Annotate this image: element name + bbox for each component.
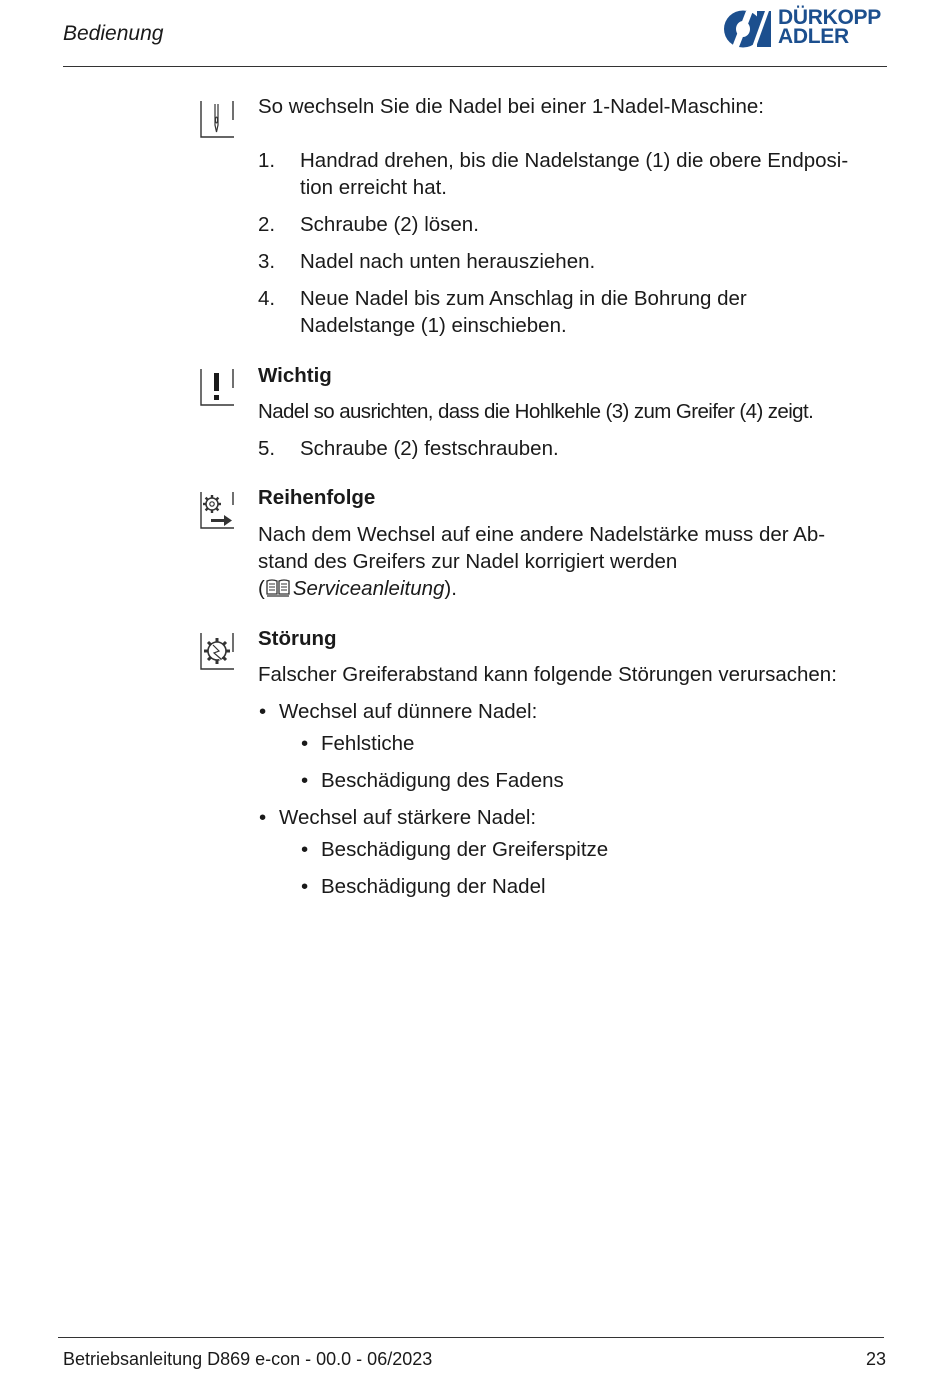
sub-bullet: • [301,769,309,792]
header-rule [63,66,887,67]
step-number: 1. [258,149,276,172]
needle-instruction-icon [199,100,235,136]
page-number: 23 [865,1349,886,1369]
footer-rule [58,1337,884,1338]
step-text: Handrad drehen, bis die Nadelstange (1) die obere Endposi- [300,149,849,172]
order-text-line-1: Nach dem Wechsel auf eine andere Nadelstärke muss der Ab- [258,523,826,546]
warning-exclamation-icon [199,368,235,404]
order-heading: Reihenfolge [258,486,376,509]
gear-arrow-icon [199,491,235,527]
list-item: Wechsel auf stärkere Nadel: [279,806,537,829]
fault-text: Falscher Greiferabstand kann folgende Störungen verursachen: [258,663,837,686]
reference-close: ). [444,577,457,600]
sub-list-item: Beschädigung der Greiferspitze [321,838,609,861]
brand-emblem-icon [724,8,774,50]
step-text: Neue Nadel bis zum Anschlag in die Bohrung der [300,287,747,310]
brand-logo [724,7,894,51]
step-text-continued: tion erreicht hat. [300,176,447,199]
step-text: Schraube (2) lösen. [300,213,479,236]
fault-gear-icon [199,632,235,668]
sub-bullet: • [301,875,309,898]
sub-bullet: • [301,838,309,861]
book-icon [266,577,290,604]
footer-document-info: Betriebsanleitung D869 e-con - 00.0 - 06/2023 [63,1349,433,1369]
order-reference-line [258,575,888,604]
bullet: • [259,806,267,829]
sub-list-item: Beschädigung der Nadel [321,875,546,898]
step-text: Schraube (2) festschrauben. [300,437,559,460]
important-heading: Wichtig [258,364,332,387]
step-text-continued: Nadelstange (1) einschieben. [300,314,567,337]
service-manual-reference: Serviceanleitung [292,577,445,600]
header-section-title: Bedienung [63,22,164,45]
brand-line-1: DÜRKOPP [778,6,881,29]
brand-wordmark [778,8,881,46]
list-item: Wechsel auf dünnere Nadel: [279,700,538,723]
reference-open: ( [258,577,265,600]
sub-bullet: • [301,732,309,755]
brand-line-2: ADLER [778,25,849,48]
intro-text: So wechseln Sie die Nadel bei einer 1-Nadel-Maschine: [258,95,764,118]
step-text: Nadel nach unten herausziehen. [300,250,596,273]
order-text-line-2: stand des Greifers zur Nadel korrigiert werden [258,550,678,573]
step-number: 2. [258,213,276,236]
fault-heading: Störung [258,627,337,650]
sub-list-item: Beschädigung des Fadens [321,769,564,792]
important-text: Nadel so ausrichten, dass die Hohlkehle (3) zum Greifer (4) zeigt. [258,400,814,423]
sub-list-item: Fehlstiche [321,732,415,755]
step-number: 4. [258,287,276,310]
step-number: 5. [258,437,276,460]
step-number: 3. [258,250,276,273]
bullet: • [259,700,267,723]
